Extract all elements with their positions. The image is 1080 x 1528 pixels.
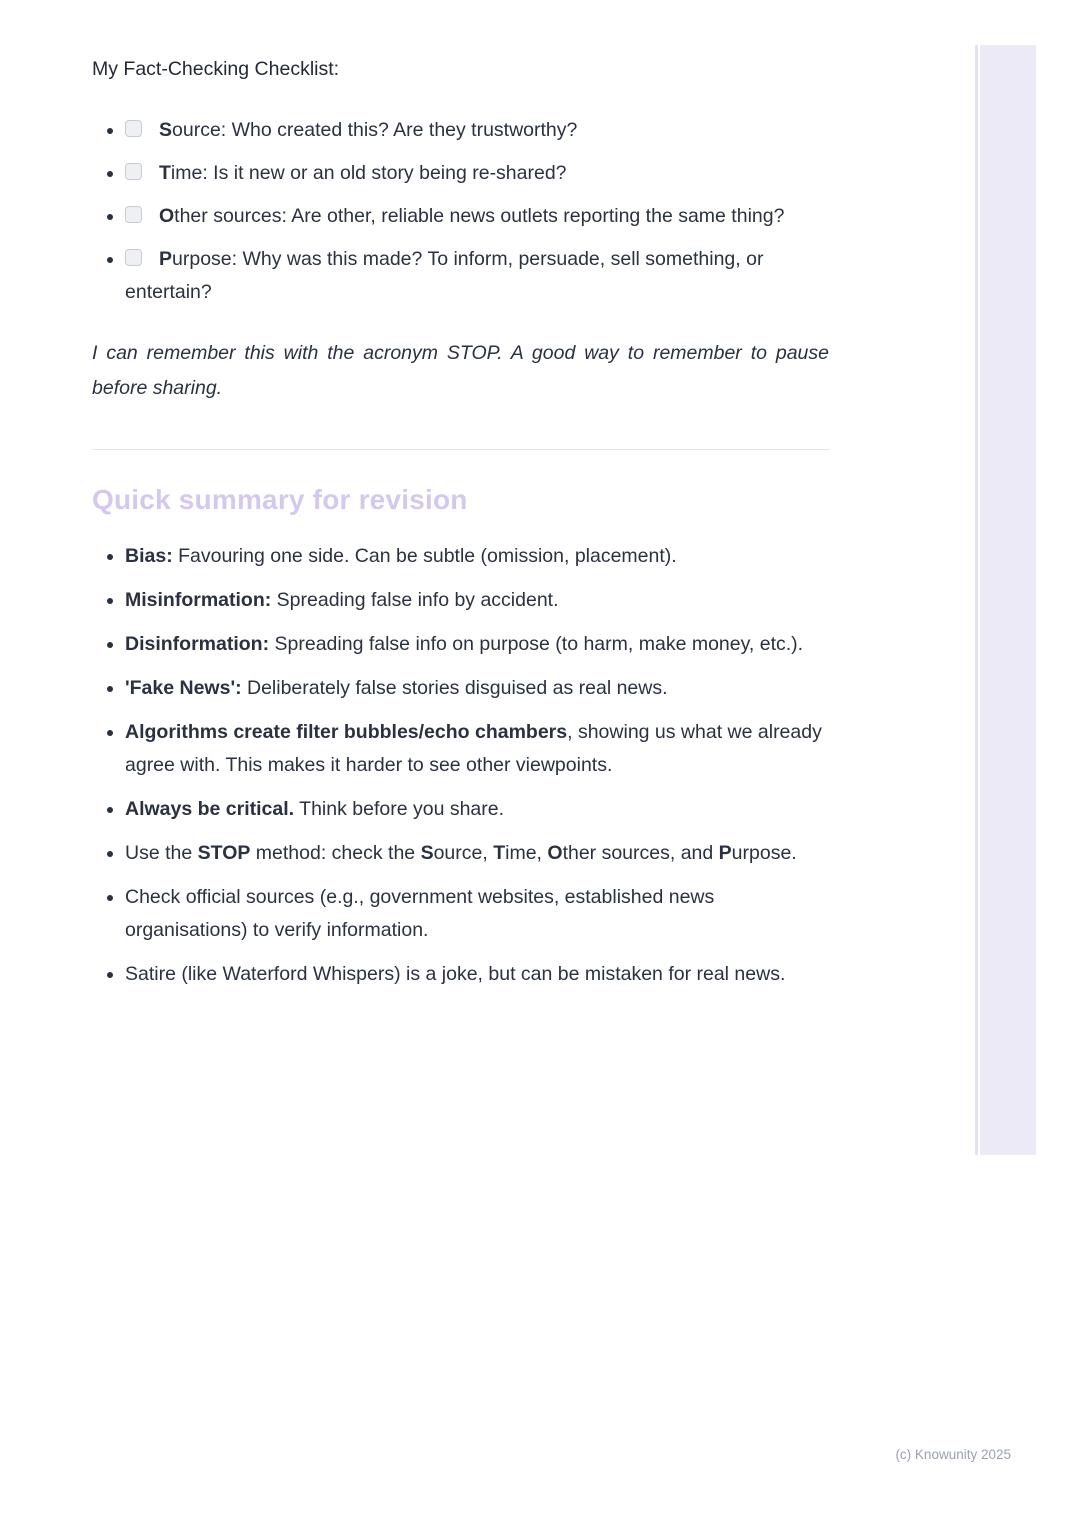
summary-bold-text: 'Fake News': — [125, 677, 242, 699]
summary-bold-text: T — [493, 842, 506, 864]
summary-text: , showing us what we already agree with. This makes it harder to see other viewpoints. — [125, 721, 822, 776]
page-edge-decoration — [980, 45, 1036, 1155]
checklist-item — [125, 200, 829, 233]
summary-text: method: check the — [250, 842, 421, 864]
summary-text: ther sources, and — [562, 842, 719, 864]
summary-bold-text: Algorithms create filter bubbles/echo chambers — [125, 721, 568, 743]
summary-bold-text: STOP — [197, 842, 251, 864]
summary-text: Check official sources (e.g., government websites, established news organisations) to verify information. — [125, 886, 715, 941]
checkbox-icon[interactable] — [125, 120, 142, 137]
document-content — [92, 56, 829, 1002]
footer-copyright: (c) Knowunity 2025 — [895, 1447, 1011, 1462]
checklist-item-text: ime: Is it new or an old story being re-shared? — [170, 162, 567, 184]
summary-item — [125, 881, 829, 947]
summary-bold-text: Disinformation: — [125, 633, 270, 655]
summary-item — [125, 793, 829, 826]
summary-text: Think before you share. — [294, 798, 505, 820]
summary-text: Satire (like Waterford Whispers) is a joke, but can be mistaken for real news. — [125, 963, 786, 985]
checklist-lead-letter: S — [159, 119, 173, 141]
checklist-lead-letter: T — [159, 162, 171, 184]
summary-text: ource, — [433, 842, 494, 864]
summary-item — [125, 540, 829, 573]
summary-bold-text: Misinformation: — [125, 589, 272, 611]
checklist-item — [125, 157, 829, 190]
summary-bold-text: Always be critical. — [125, 798, 295, 820]
checkbox-icon[interactable] — [125, 163, 142, 180]
summary-item — [125, 628, 829, 661]
summary-bold-text: S — [420, 842, 434, 864]
summary-text: Use the — [125, 842, 198, 864]
summary-list — [92, 540, 829, 991]
summary-item — [125, 716, 829, 782]
summary-text: urpose. — [731, 842, 797, 864]
checklist-item-text: ource: Who created this? Are they trustworthy? — [172, 119, 578, 141]
checklist-item — [125, 114, 829, 147]
summary-bold-text: P — [718, 842, 732, 864]
checklist-item — [125, 243, 829, 309]
summary-text: Favouring one side. Can be subtle (omission, placement). — [172, 545, 677, 567]
checkbox-icon[interactable] — [125, 206, 142, 223]
summary-text: ime, — [505, 842, 548, 864]
fact-checking-checklist — [92, 114, 829, 309]
checklist-lead-letter: P — [159, 248, 173, 270]
checklist-item-text: ther sources: Are other, reliable news outlets reporting the same thing? — [174, 205, 785, 227]
checklist-title: My Fact-Checking Checklist: — [92, 58, 340, 80]
summary-text: Deliberately false stories disguised as real news. — [241, 677, 668, 699]
summary-item — [125, 958, 829, 991]
summary-item — [125, 837, 829, 870]
summary-bold-text: Bias: — [125, 545, 173, 567]
stop-acronym-note: I can remember this with the acronym STOP. A good way to remember to pause before sharing. — [92, 342, 829, 399]
summary-item — [125, 672, 829, 705]
summary-bold-text: O — [547, 842, 563, 864]
checklist-item-text: urpose: Why was this made? To inform, persuade, sell something, or entertain? — [125, 248, 764, 303]
summary-text: Spreading false info on purpose (to harm, make money, etc.). — [269, 633, 804, 655]
summary-item — [125, 584, 829, 617]
section-divider — [92, 449, 829, 450]
checkbox-icon[interactable] — [125, 249, 142, 266]
page-edge-line — [975, 45, 978, 1155]
summary-text: Spreading false info by accident. — [271, 589, 559, 611]
checklist-lead-letter: O — [159, 205, 175, 227]
summary-title: Quick summary for revision — [92, 484, 468, 515]
